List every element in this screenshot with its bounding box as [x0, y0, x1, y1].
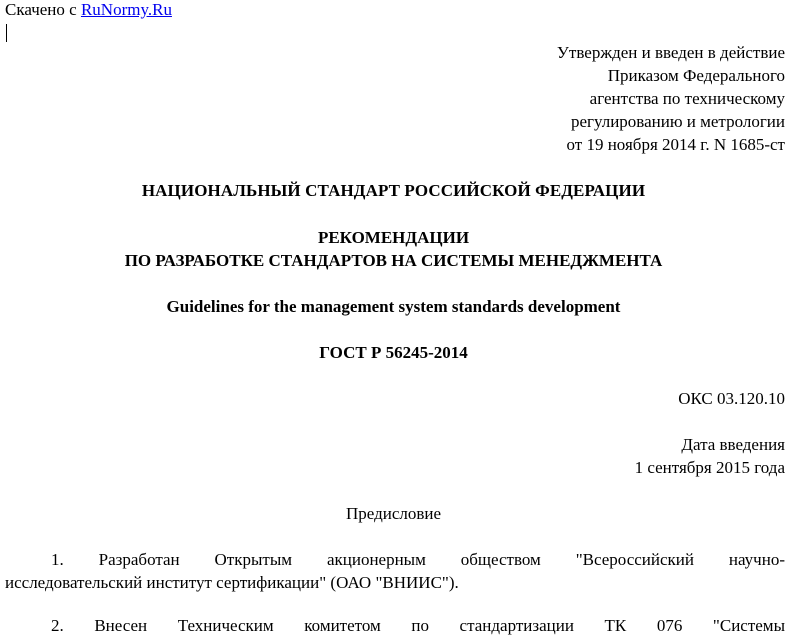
approval-line: Приказом Федерального [607, 66, 785, 85]
source-prefix: Скачено с [5, 0, 81, 19]
preface-heading: Предисловие [345, 504, 442, 523]
paragraph-2-first-line: 2. Внесен Техническим комитетом по стандартизации ТК 076 "Системы [51, 616, 785, 635]
text-cursor [6, 24, 7, 42]
paragraph-1-first-line: 1. Разработан Открытым акционерным обществом "Всероссийский научно- [51, 550, 785, 569]
approval-line: агентства по техническому [589, 89, 785, 108]
approval-line: от 19 ноября 2014 г. N 1685-ст [566, 135, 785, 154]
source-line [5, 0, 172, 21]
standard-designation: ГОСТ Р 56245-2014 [319, 343, 468, 362]
paragraph-2 [5, 614, 785, 637]
national-standard-title: НАЦИОНАЛЬНЫЙ СТАНДАРТ РОССИЙСКОЙ ФЕДЕРАЦИИ [141, 181, 646, 200]
english-title: Guidelines for the management system standards development [166, 297, 621, 316]
paragraph-1-continuation: исследовательский институт сертификации" (ОАО "ВНИИС"). [5, 573, 459, 592]
oks-code: ОКС 03.120.10 [678, 389, 785, 408]
paragraph-1 [5, 548, 785, 594]
date-label: Дата введения [681, 435, 785, 454]
document-title-line-2: ПО РАЗРАБОТКЕ СТАНДАРТОВ НА СИСТЕМЫ МЕНЕДЖМЕНТА [124, 251, 663, 270]
approval-line: регулированию и метрологии [570, 112, 785, 131]
approval-line: Утвержден и введен в действие [556, 43, 785, 62]
document-title-line-1: РЕКОМЕНДАЦИИ [317, 228, 470, 247]
approval-block [557, 41, 785, 156]
date-value: 1 сентября 2015 года [634, 458, 785, 477]
runormy-link[interactable]: RuNormy.Ru [80, 0, 172, 19]
